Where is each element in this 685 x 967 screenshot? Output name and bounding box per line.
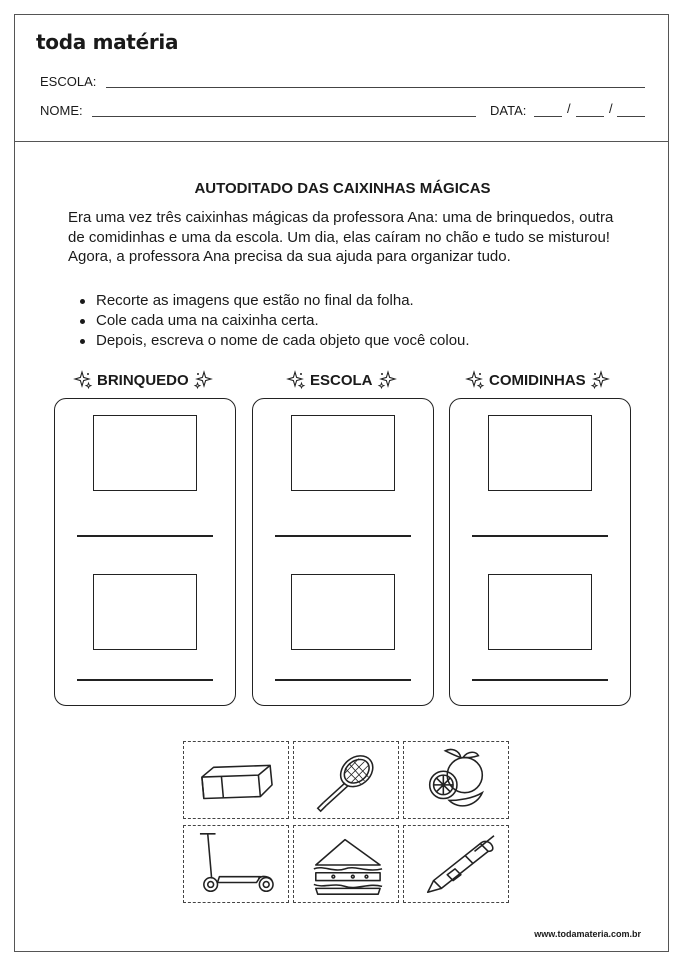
write-line[interactable] (275, 679, 411, 681)
cutout-card-pen[interactable] (403, 825, 509, 903)
sparkle-icon (193, 370, 213, 390)
category-label: BRINQUEDO (97, 371, 189, 389)
paste-slot[interactable] (488, 415, 592, 491)
category-label: ESCOLA (310, 371, 373, 389)
date-year-field[interactable] (617, 116, 645, 117)
paste-slot[interactable] (291, 415, 395, 491)
sparkle-icon (73, 370, 93, 390)
orange-icon (404, 742, 508, 818)
cutout-card-sandwich[interactable] (293, 825, 399, 903)
intro-paragraph: Era uma vez três caixinhas mágicas da professora Ana: uma de brinquedos, outra de comidinhas e uma da escola. Um dia, elas caíram no chão e tudo se misturou! Agora, a professora Ana precisa da sua ajuda para organizar tudo. (68, 209, 614, 265)
sparkle-icon (286, 370, 306, 390)
instruction-item: Depois, escreva o nome de cada objeto que você colou. (78, 331, 470, 351)
instruction-item: Recorte as imagens que estão no final da folha. (78, 291, 470, 311)
school-field[interactable] (106, 87, 645, 88)
instructions-list (78, 291, 470, 351)
category-box-comidinhas (449, 398, 631, 706)
paste-slot[interactable] (291, 574, 395, 650)
name-label: NOME: (40, 103, 83, 118)
name-field[interactable] (92, 116, 476, 117)
sparkle-icon (377, 370, 397, 390)
category-heading-comidinhas (465, 369, 610, 391)
category-heading-escola (286, 369, 397, 391)
paste-slot[interactable] (488, 574, 592, 650)
write-line[interactable] (275, 535, 411, 537)
write-line[interactable] (77, 679, 213, 681)
scooter-icon (184, 826, 288, 902)
paste-slot[interactable] (93, 574, 197, 650)
category-label: COMIDINHAS (489, 371, 586, 389)
category-heading-brinquedo (73, 369, 213, 391)
footer-website: www.todamateria.com.br (534, 929, 641, 939)
worksheet-title: AUTODITADO DAS CAIXINHAS MÁGICAS (194, 180, 491, 197)
school-label: ESCOLA: (40, 74, 97, 89)
eraser-icon (184, 742, 288, 818)
instruction-item: Cole cada uma na caixinha certa. (78, 311, 470, 331)
header-divider (14, 141, 669, 142)
date-separator: / (567, 101, 571, 116)
sandwich-icon (294, 826, 398, 902)
cutout-card-orange[interactable] (403, 741, 509, 819)
pen-icon (404, 826, 508, 902)
cutout-card-eraser[interactable] (183, 741, 289, 819)
write-line[interactable] (77, 535, 213, 537)
write-line[interactable] (472, 679, 608, 681)
date-day-field[interactable] (534, 116, 562, 117)
date-label: DATA: (490, 103, 527, 118)
logo: toda matéria (36, 30, 179, 54)
date-separator: / (609, 101, 613, 116)
write-line[interactable] (472, 535, 608, 537)
cutout-card-tennis-racket[interactable] (293, 741, 399, 819)
paste-slot[interactable] (93, 415, 197, 491)
category-box-brinquedo (54, 398, 236, 706)
category-box-escola (252, 398, 434, 706)
date-month-field[interactable] (576, 116, 604, 117)
sparkle-icon (465, 370, 485, 390)
tennis-racket-icon (294, 742, 398, 818)
sparkle-icon (590, 370, 610, 390)
cutout-card-scooter[interactable] (183, 825, 289, 903)
